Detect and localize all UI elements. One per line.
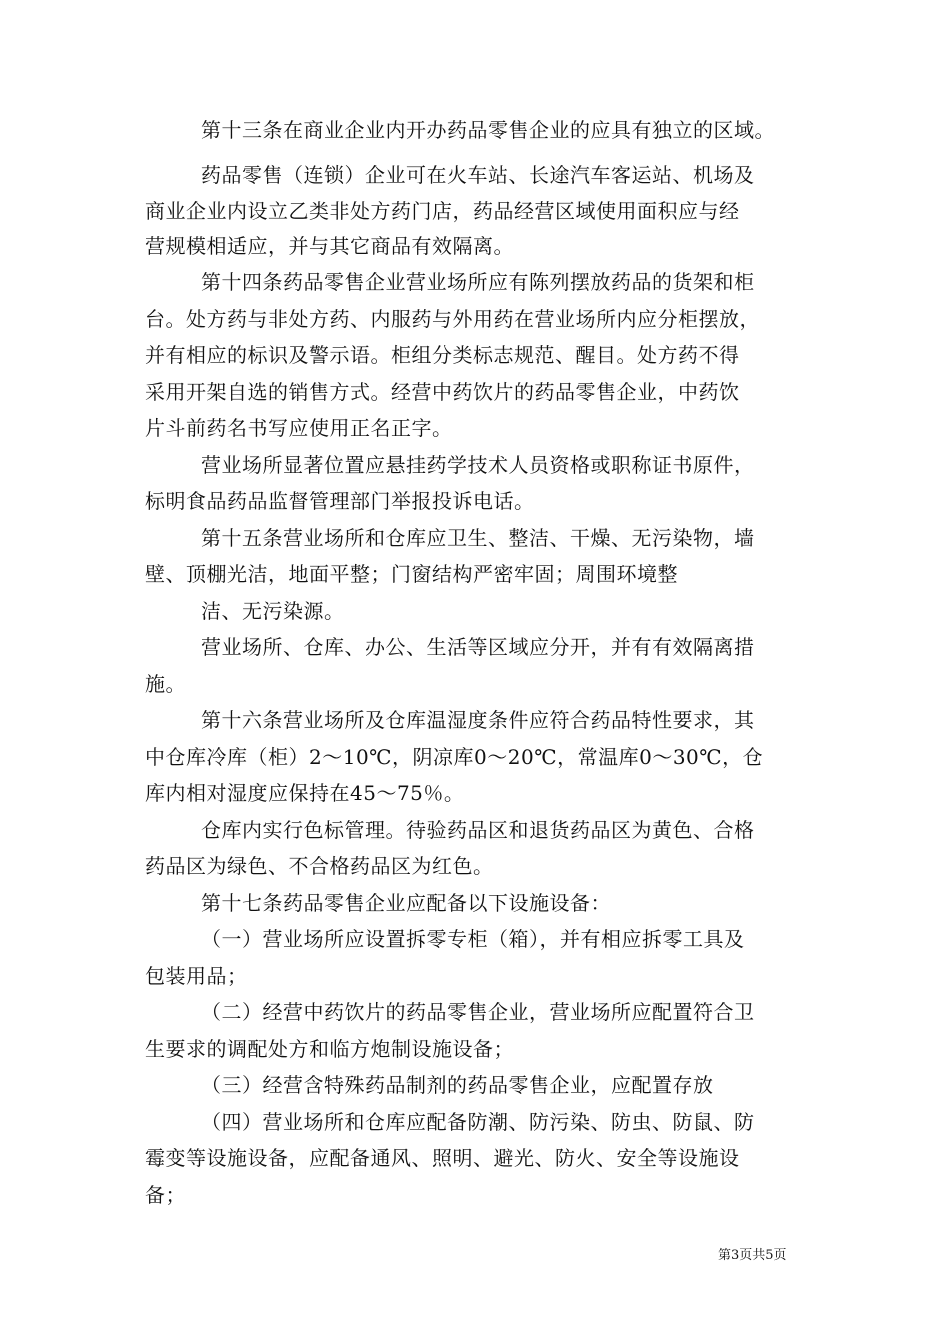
- paragraph-line: 药品区为绿色、不合格药品区为红色。: [145, 854, 494, 878]
- list-item-line: 备；: [145, 1183, 186, 1207]
- paragraph-line: 台。处方药与非处方药、内服药与外用药在营业场所内应分柜摆放，: [145, 307, 760, 331]
- paragraph-line: 片斗前药名书写应使用正名正字。: [145, 416, 453, 440]
- paragraph-line: 标明食品药品监督管理部门举报投诉电话。: [145, 489, 535, 513]
- paragraph-line: 营业场所显著位置应悬挂药学技术人员资格或职称证书原件，: [201, 453, 755, 477]
- paragraph-line: 并有相应的标识及警示语。柜组分类标志规范、醒目。处方药不得: [145, 343, 740, 367]
- list-item-line: 生要求的调配处方和临方炮制设施设备；: [145, 1037, 514, 1061]
- paragraph-line: 采用开架自选的销售方式。经营中药饮片的药品零售企业，中药饮: [145, 380, 740, 404]
- paragraph-line: 壁、顶棚光洁，地面平整；门窗结构严密牢固；周围环境整: [145, 562, 678, 586]
- list-item-line: 霉变等设施设备，应配备通风、照明、避光、防火、安全等设施设: [145, 1146, 740, 1170]
- paragraph-line: 中仓库冷库（柜）2～10℃，阴凉库0～20℃，常温库0～30℃，仓: [145, 745, 764, 769]
- paragraph-line: 营业场所、仓库、办公、生活等区域应分开，并有有效隔离措: [201, 635, 755, 659]
- paragraph-line: 洁、无污染源。: [201, 599, 345, 623]
- paragraph-line: 第十七条药品零售企业应配备以下设施设备：: [201, 891, 611, 915]
- paragraph-line: 库内相对湿度应保持在45～75％。: [145, 781, 465, 805]
- paragraph-line: 仓库内实行色标管理。待验药品区和退货药品区为黄色、合格: [201, 818, 755, 842]
- paragraph-line: 第十五条营业场所和仓库应卫生、整洁、干燥、无污染物，墙: [201, 526, 755, 550]
- page-number-footer: 第3页共5页: [718, 1248, 787, 1263]
- paragraph-line: 商业企业内设立乙类非处方药门店，药品经营区域使用面积应与经: [145, 199, 740, 223]
- list-item-line: 包装用品；: [145, 964, 248, 988]
- list-item-line: （一）营业场所应设置拆零专柜（箱），并有相应拆零工具及: [201, 927, 745, 951]
- paragraph-line: 药品零售（连锁）企业可在火车站、长途汽车客运站、机场及: [201, 163, 755, 187]
- paragraph-line: 第十六条营业场所及仓库温湿度条件应符合药品特性要求，其: [201, 708, 755, 732]
- list-item-line: （三）经营含特殊药品制剂的药品零售企业，应配置存放: [201, 1073, 714, 1097]
- paragraph-line: 施。: [145, 672, 186, 696]
- list-item-line: （四）营业场所和仓库应配备防潮、防污染、防虫、防鼠、防: [201, 1110, 755, 1134]
- paragraph-line: 第十三条在商业企业内开办药品零售企业的应具有独立的区域。: [201, 118, 775, 142]
- paragraph-line: 营规模相适应，并与其它商品有效隔离。: [145, 234, 514, 258]
- list-item-line: （二）经营中药饮片的药品零售企业，营业场所应配置符合卫: [201, 1000, 755, 1024]
- paragraph-line: 第十四条药品零售企业营业场所应有陈列摆放药品的货架和柜: [201, 270, 755, 294]
